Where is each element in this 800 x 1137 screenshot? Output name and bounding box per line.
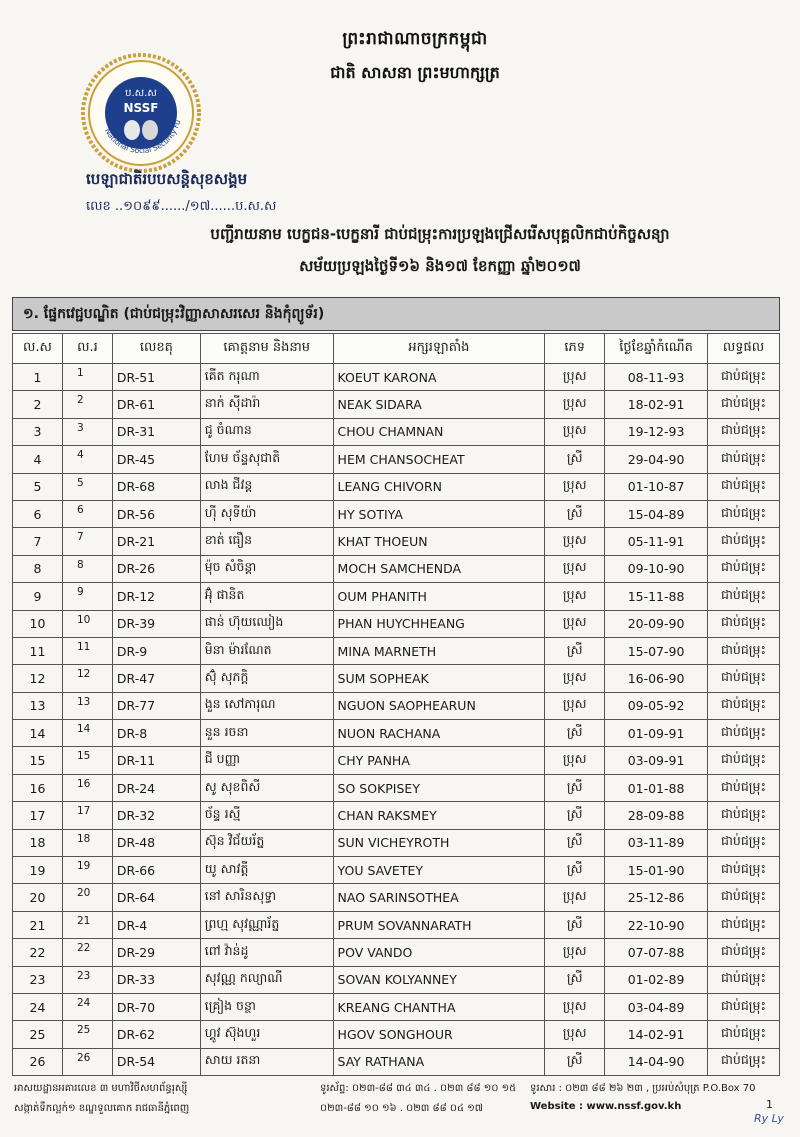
desk-number: DR-39 xyxy=(112,610,200,637)
table-row xyxy=(13,555,780,582)
col-header-khmer-name: គោត្តនាម និងនាម xyxy=(200,334,333,364)
sex: ប្រុស xyxy=(545,528,605,555)
table-row xyxy=(13,829,780,856)
result: ជាប់ជម្រុះ xyxy=(707,418,779,445)
sex: ស្រី xyxy=(545,966,605,993)
row-no: 19 xyxy=(13,857,63,884)
date-of-birth: 09-10-90 xyxy=(605,555,708,582)
row-seq: 25 xyxy=(62,1021,112,1048)
table-header-row xyxy=(13,334,780,364)
table-row xyxy=(13,665,780,692)
row-no: 3 xyxy=(13,418,63,445)
result: ជាប់ជម្រុះ xyxy=(707,391,779,418)
khmer-name: អ៊ុំ ផានិត xyxy=(200,583,333,610)
table-row xyxy=(13,720,780,747)
result: ជាប់ជម្រុះ xyxy=(707,637,779,664)
row-seq: 5 xyxy=(62,473,112,500)
footer-phone-line1: ទូរស័ព្ទ: ០២៣-៨៨ ៣៤ ៣៤ . ០២៣ ៨៨ ១០ ១៥ xyxy=(320,1083,517,1094)
date-of-birth: 03-04-89 xyxy=(605,993,708,1020)
desk-number: DR-47 xyxy=(112,665,200,692)
sex: ស្រី xyxy=(545,857,605,884)
desk-number: DR-64 xyxy=(112,884,200,911)
khmer-name: ហែម ច័ន្ទសុជាតិ xyxy=(200,446,333,473)
desk-number: DR-33 xyxy=(112,966,200,993)
desk-number: DR-12 xyxy=(112,583,200,610)
row-seq: 19 xyxy=(62,857,112,884)
row-seq: 12 xyxy=(62,665,112,692)
table-row xyxy=(13,364,780,391)
candidate-table xyxy=(12,333,780,1076)
desk-number: DR-48 xyxy=(112,829,200,856)
desk-number: DR-51 xyxy=(112,364,200,391)
table-row xyxy=(13,993,780,1020)
result: ជាប់ជម្រុះ xyxy=(707,1021,779,1048)
latin-name: MOCH SAMCHENDA xyxy=(333,555,545,582)
latin-name: PRUM SOVANNARATH xyxy=(333,911,545,938)
row-no: 20 xyxy=(13,884,63,911)
sex: ស្រី xyxy=(545,1048,605,1075)
table-row xyxy=(13,610,780,637)
latin-name: OUM PHANITH xyxy=(333,583,545,610)
latin-name: HY SOTIYA xyxy=(333,500,545,527)
latin-name: LEANG CHIVORN xyxy=(333,473,545,500)
latin-name: NAO SARINSOTHEA xyxy=(333,884,545,911)
result: ជាប់ជម្រុះ xyxy=(707,473,779,500)
logo-ring-text: National Social Security Fu xyxy=(102,118,183,156)
desk-number: DR-45 xyxy=(112,446,200,473)
row-seq: 11 xyxy=(62,637,112,664)
row-no: 16 xyxy=(13,774,63,801)
date-of-birth: 05-11-91 xyxy=(605,528,708,555)
row-no: 5 xyxy=(13,473,63,500)
row-no: 15 xyxy=(13,747,63,774)
document-title: បញ្ជីរាយនាម បេក្ខជន-បេក្ខនារី ជាប់ជម្រុះការប្រឡងជ្រើសរើសបុគ្គលិកជាប់កិច្ចសន្យា xyxy=(210,225,670,243)
row-no: 25 xyxy=(13,1021,63,1048)
date-of-birth: 09-05-92 xyxy=(605,692,708,719)
date-of-birth: 19-12-93 xyxy=(605,418,708,445)
table-row xyxy=(13,802,780,829)
row-no: 24 xyxy=(13,993,63,1020)
logo-name: NSSF xyxy=(123,101,159,115)
row-no: 1 xyxy=(13,364,63,391)
row-no: 11 xyxy=(13,637,63,664)
sex: ប្រុស xyxy=(545,555,605,582)
table-row xyxy=(13,966,780,993)
sex: ប្រុស xyxy=(545,418,605,445)
sex: ប្រុស xyxy=(545,391,605,418)
result: ជាប់ជម្រុះ xyxy=(707,857,779,884)
latin-name: CHAN RAKSMEY xyxy=(333,802,545,829)
latin-name: NGUON SAOPHEARUN xyxy=(333,692,545,719)
row-seq: 2 xyxy=(62,391,112,418)
latin-name: HGOV SONGHOUR xyxy=(333,1021,545,1048)
table-row xyxy=(13,446,780,473)
sex: ប្រុស xyxy=(545,1021,605,1048)
desk-number: DR-29 xyxy=(112,939,200,966)
row-seq: 13 xyxy=(62,692,112,719)
result: ជាប់ជម្រុះ xyxy=(707,802,779,829)
sex: ស្រី xyxy=(545,720,605,747)
nssf-logo xyxy=(80,52,202,174)
khmer-name: ព្រហ្ម សុវណ្ណារ័ត្ន xyxy=(200,911,333,938)
row-no: 9 xyxy=(13,583,63,610)
footer-phone-line2: ០២៣-៨៨ ១០ ១៦ . ០២៣ ៨៨ ០៤ ១៧ xyxy=(320,1103,483,1114)
row-seq: 24 xyxy=(62,993,112,1020)
desk-number: DR-61 xyxy=(112,391,200,418)
date-of-birth: 03-09-91 xyxy=(605,747,708,774)
row-seq: 18 xyxy=(62,829,112,856)
desk-number: DR-9 xyxy=(112,637,200,664)
row-no: 22 xyxy=(13,939,63,966)
result: ជាប់ជម្រុះ xyxy=(707,993,779,1020)
date-of-birth: 15-04-89 xyxy=(605,500,708,527)
result: ជាប់ជម្រុះ xyxy=(707,364,779,391)
latin-name: NUON RACHANA xyxy=(333,720,545,747)
result: ជាប់ជម្រុះ xyxy=(707,665,779,692)
sex: ប្រុស xyxy=(545,473,605,500)
result: ជាប់ជម្រុះ xyxy=(707,747,779,774)
khmer-name: សូ សុខពិសី xyxy=(200,774,333,801)
desk-number: DR-77 xyxy=(112,692,200,719)
latin-name: POV VANDO xyxy=(333,939,545,966)
sex: ស្រី xyxy=(545,911,605,938)
sex: ប្រុស xyxy=(545,884,605,911)
row-no: 4 xyxy=(13,446,63,473)
table-row xyxy=(13,774,780,801)
row-seq: 1 xyxy=(62,364,112,391)
khmer-name: យូ សាវត្តី xyxy=(200,857,333,884)
row-no: 18 xyxy=(13,829,63,856)
col-header-latin-name: អក្សរឡាតាំង xyxy=(333,334,545,364)
desk-number: DR-8 xyxy=(112,720,200,747)
khmer-name: ជូ ចំណាន xyxy=(200,418,333,445)
khmer-name: ជី បញ្ញា xyxy=(200,747,333,774)
row-no: 10 xyxy=(13,610,63,637)
row-no: 17 xyxy=(13,802,63,829)
sex: ស្រី xyxy=(545,829,605,856)
sex: ប្រុស xyxy=(545,610,605,637)
khmer-name: នួន រចនា xyxy=(200,720,333,747)
latin-name: KREANG CHANTHA xyxy=(333,993,545,1020)
result: ជាប់ជម្រុះ xyxy=(707,528,779,555)
date-of-birth: 08-11-93 xyxy=(605,364,708,391)
national-motto: ជាតិ សាសនា ព្រះមហាក្សត្រ xyxy=(330,63,500,82)
row-seq: 4 xyxy=(62,446,112,473)
sex: ប្រុស xyxy=(545,692,605,719)
khmer-name: សុវណ្ណ កល្យាណី xyxy=(200,966,333,993)
khmer-name: គ្រៀង ចន្ថា xyxy=(200,993,333,1020)
row-seq: 21 xyxy=(62,911,112,938)
table-row xyxy=(13,692,780,719)
kingdom-heading: ព្រះរាជាណាចក្រកម្ពុជា xyxy=(342,29,488,49)
latin-name: PHAN HUYCHHEANG xyxy=(333,610,545,637)
row-no: 12 xyxy=(13,665,63,692)
col-header-desk: លេខតុ xyxy=(112,334,200,364)
desk-number: DR-66 xyxy=(112,857,200,884)
result: ជាប់ជម្រុះ xyxy=(707,829,779,856)
table-row xyxy=(13,884,780,911)
row-no: 23 xyxy=(13,966,63,993)
latin-name: CHOU CHAMNAN xyxy=(333,418,545,445)
sex: ស្រី xyxy=(545,774,605,801)
date-of-birth: 14-04-90 xyxy=(605,1048,708,1075)
desk-number: DR-56 xyxy=(112,500,200,527)
row-no: 2 xyxy=(13,391,63,418)
desk-number: DR-21 xyxy=(112,528,200,555)
col-header-no: ល.ស xyxy=(13,334,63,364)
table-row xyxy=(13,1021,780,1048)
row-seq: 26 xyxy=(62,1048,112,1075)
sex: ប្រុស xyxy=(545,364,605,391)
result: ជាប់ជម្រុះ xyxy=(707,446,779,473)
khmer-name: ស៊ុន វិជ័យរ័ត្ន xyxy=(200,829,333,856)
desk-number: DR-31 xyxy=(112,418,200,445)
latin-name: SO SOKPISEY xyxy=(333,774,545,801)
khmer-name: ច័ន្ទ រស្មី xyxy=(200,802,333,829)
row-seq: 17 xyxy=(62,802,112,829)
result: ជាប់ជម្រុះ xyxy=(707,1048,779,1075)
latin-name: CHY PANHA xyxy=(333,747,545,774)
row-seq: 9 xyxy=(62,583,112,610)
desk-number: DR-54 xyxy=(112,1048,200,1075)
row-seq: 14 xyxy=(62,720,112,747)
result: ជាប់ជម្រុះ xyxy=(707,583,779,610)
khmer-name: ហ៊ី សុទីយ៉ា xyxy=(200,500,333,527)
date-of-birth: 07-07-88 xyxy=(605,939,708,966)
latin-name: SOVAN KOLYANNEY xyxy=(333,966,545,993)
result: ជាប់ជម្រុះ xyxy=(707,939,779,966)
date-of-birth: 18-02-91 xyxy=(605,391,708,418)
date-of-birth: 01-01-88 xyxy=(605,774,708,801)
sex: ប្រុស xyxy=(545,665,605,692)
table-row xyxy=(13,747,780,774)
sex: ស្រី xyxy=(545,446,605,473)
result: ជាប់ជម្រុះ xyxy=(707,555,779,582)
date-of-birth: 22-10-90 xyxy=(605,911,708,938)
row-no: 26 xyxy=(13,1048,63,1075)
sex: ប្រុស xyxy=(545,993,605,1020)
table-row xyxy=(13,473,780,500)
khmer-name: គើត ករុណា xyxy=(200,364,333,391)
row-no: 21 xyxy=(13,911,63,938)
col-header-sex: ភេទ xyxy=(545,334,605,364)
khmer-name: ស៊ុំ សុភក្តិ xyxy=(200,665,333,692)
khmer-name: ហ្គូវ ស៊ុងហួរ xyxy=(200,1021,333,1048)
date-of-birth: 20-09-90 xyxy=(605,610,708,637)
desk-number: DR-32 xyxy=(112,802,200,829)
sex: ស្រី xyxy=(545,637,605,664)
page-number: 1 xyxy=(766,1098,773,1111)
sex: ប្រុស xyxy=(545,583,605,610)
latin-name: KHAT THOEUN xyxy=(333,528,545,555)
result: ជាប់ជម្រុះ xyxy=(707,500,779,527)
khmer-name: ម៉ុច សំចិន្តា xyxy=(200,555,333,582)
date-of-birth: 16-06-90 xyxy=(605,665,708,692)
row-no: 8 xyxy=(13,555,63,582)
desk-number: DR-68 xyxy=(112,473,200,500)
khmer-name: នៅ សារិនសុទ្ធា xyxy=(200,884,333,911)
sex: ស្រី xyxy=(545,500,605,527)
date-of-birth: 14-02-91 xyxy=(605,1021,708,1048)
table-row xyxy=(13,939,780,966)
sex: ប្រុស xyxy=(545,939,605,966)
latin-name: SUM SOPHEAK xyxy=(333,665,545,692)
result: ជាប់ជម្រុះ xyxy=(707,720,779,747)
desk-number: DR-4 xyxy=(112,911,200,938)
footer-website: Website : www.nssf.gov.kh xyxy=(530,1101,682,1112)
row-seq: 16 xyxy=(62,774,112,801)
desk-number: DR-62 xyxy=(112,1021,200,1048)
row-seq: 8 xyxy=(62,555,112,582)
khmer-name: ងួន សៅភារុណ xyxy=(200,692,333,719)
table-row xyxy=(13,1048,780,1075)
table-row xyxy=(13,418,780,445)
date-of-birth: 29-04-90 xyxy=(605,446,708,473)
table-row xyxy=(13,911,780,938)
row-no: 6 xyxy=(13,500,63,527)
date-of-birth: 15-01-90 xyxy=(605,857,708,884)
date-of-birth: 01-02-89 xyxy=(605,966,708,993)
khmer-name: សាយ រតនា xyxy=(200,1048,333,1075)
date-of-birth: 01-09-91 xyxy=(605,720,708,747)
latin-name: SUN VICHEYROTH xyxy=(333,829,545,856)
date-of-birth: 15-11-88 xyxy=(605,583,708,610)
footer-address-line2: សង្កាត់ទឹកល្អក់១ ខណ្ឌទួលគោក រាជធានីភ្នំពេញ xyxy=(14,1103,190,1114)
organization-name: បេឡាជាតិរបបសន្តិសុខសង្គម xyxy=(86,170,248,188)
row-seq: 15 xyxy=(62,747,112,774)
table-row xyxy=(13,857,780,884)
row-seq: 6 xyxy=(62,500,112,527)
footer-address-line1: អាសយដ្ឋានអគារលេខ ៣ មហាវិថីសហព័ន្ធរុស្ស៊ី xyxy=(14,1083,188,1094)
table-row xyxy=(13,528,780,555)
latin-name: YOU SAVETEY xyxy=(333,857,545,884)
footer-fax: ទូរសារ : ០២៣ ៨៨ ២៦ ២៣ , ប្រអប់សំបុត្រ P.O.Box 70 xyxy=(530,1083,756,1094)
latin-name: NEAK SIDARA xyxy=(333,391,545,418)
khmer-name: ពៅ វ៉ាន់ដូ xyxy=(200,939,333,966)
table-row xyxy=(13,637,780,664)
document-subtitle: សម័យប្រឡងថ្ងៃទី១៦ និង១៧ ខែកញ្ញា ឆ្នាំ២០១៧ xyxy=(299,257,581,275)
row-seq: 20 xyxy=(62,884,112,911)
desk-number: DR-26 xyxy=(112,555,200,582)
khmer-name: មិនា ម៉ារណែត xyxy=(200,637,333,664)
latin-name: KOEUT KARONA xyxy=(333,364,545,391)
khmer-name: ផាន់ ហ៊ុយឈៀង xyxy=(200,610,333,637)
date-of-birth: 25-12-86 xyxy=(605,884,708,911)
result: ជាប់ជម្រុះ xyxy=(707,911,779,938)
document-number: លេខ ..១០៩៩....../១៧......ប.ស.ស xyxy=(86,199,277,214)
row-no: 7 xyxy=(13,528,63,555)
table-row xyxy=(13,583,780,610)
section-header: ១. ផ្នែកវេជ្ជបណ្ឌិត (ជាប់ជម្រុះវិញ្ញាសាសរសេរ និងកុំព្យូទ័រ) xyxy=(12,297,780,331)
sex: ស្រី xyxy=(545,802,605,829)
row-seq: 23 xyxy=(62,966,112,993)
khmer-name: ខាត់ ធឿន xyxy=(200,528,333,555)
result: ជាប់ជម្រុះ xyxy=(707,966,779,993)
latin-name: SAY RATHANA xyxy=(333,1048,545,1075)
latin-name: HEM CHANSOCHEAT xyxy=(333,446,545,473)
result: ជាប់ជម្រុះ xyxy=(707,774,779,801)
row-no: 14 xyxy=(13,720,63,747)
desk-number: DR-11 xyxy=(112,747,200,774)
row-no: 13 xyxy=(13,692,63,719)
khmer-name: លាង ជីវន្ត xyxy=(200,473,333,500)
date-of-birth: 28-09-88 xyxy=(605,802,708,829)
row-seq: 22 xyxy=(62,939,112,966)
date-of-birth: 15-07-90 xyxy=(605,637,708,664)
khmer-name: នាក់ ស៊ីដារ៉ា xyxy=(200,391,333,418)
col-header-dob: ថ្ងៃខែឆ្នាំកំណើត xyxy=(605,334,708,364)
row-seq: 3 xyxy=(62,418,112,445)
desk-number: DR-24 xyxy=(112,774,200,801)
date-of-birth: 01-10-87 xyxy=(605,473,708,500)
sex: ប្រុស xyxy=(545,747,605,774)
col-header-seq: ល.រ xyxy=(62,334,112,364)
result: ជាប់ជម្រុះ xyxy=(707,884,779,911)
row-seq: 7 xyxy=(62,528,112,555)
table-row xyxy=(13,391,780,418)
latin-name: MINA MARNETH xyxy=(333,637,545,664)
table-row xyxy=(13,500,780,527)
col-header-result: លទ្ធផល xyxy=(707,334,779,364)
result: ជាប់ជម្រុះ xyxy=(707,692,779,719)
desk-number: DR-70 xyxy=(112,993,200,1020)
row-seq: 10 xyxy=(62,610,112,637)
date-of-birth: 03-11-89 xyxy=(605,829,708,856)
logo-abbr: ប.ស.ស xyxy=(125,88,157,99)
result: ជាប់ជម្រុះ xyxy=(707,610,779,637)
signature: Ry Ly xyxy=(754,1112,784,1125)
